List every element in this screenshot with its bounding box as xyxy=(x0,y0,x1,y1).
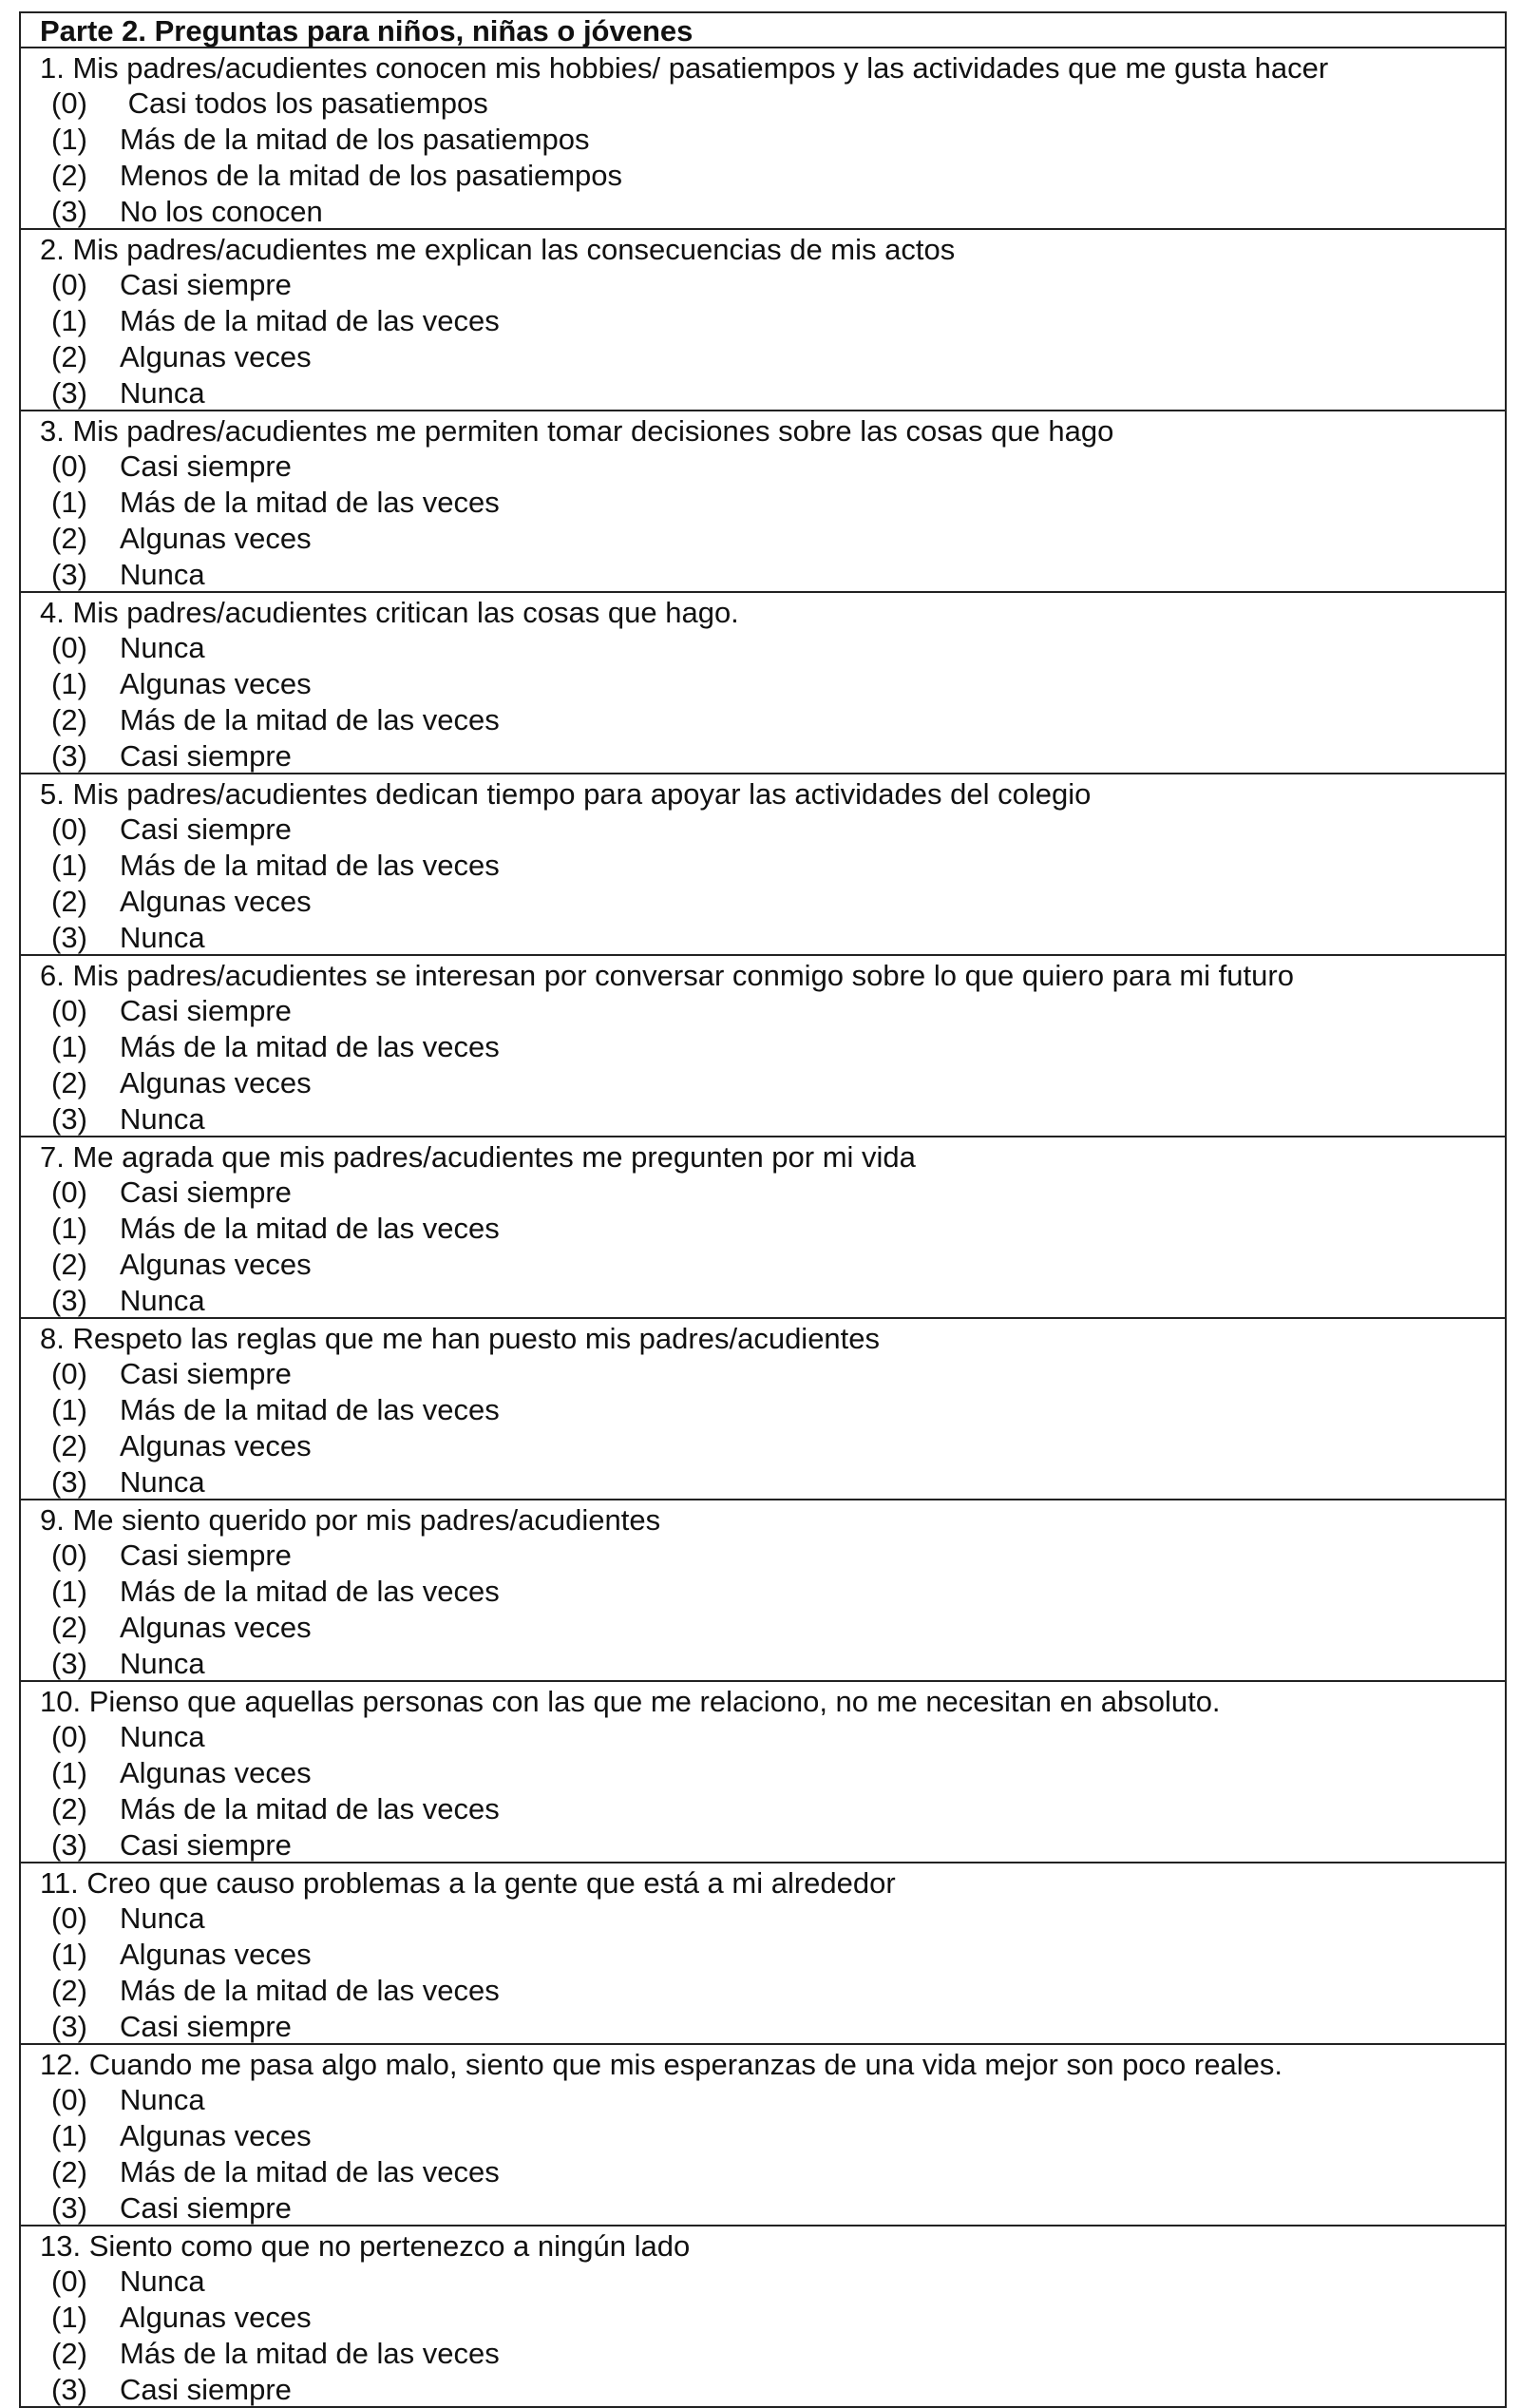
answer-option xyxy=(40,1719,1505,1755)
option-label: Algunas veces xyxy=(120,1066,312,1099)
option-code: (0) xyxy=(51,268,87,301)
option-label: Casi siempre xyxy=(120,268,292,301)
question-block xyxy=(21,2226,1505,2408)
option-code: (1) xyxy=(51,2301,87,2334)
question-text: 8. Respeto las reglas que me han puesto mis padres/acudientes xyxy=(40,1322,881,1355)
answer-option xyxy=(40,521,1505,557)
option-code: (0) xyxy=(51,994,87,1027)
answer-option xyxy=(40,1646,1505,1682)
option-code: (3) xyxy=(51,2373,87,2406)
option-code: (2) xyxy=(51,522,87,555)
option-label: Algunas veces xyxy=(120,340,312,373)
option-code: (3) xyxy=(51,2010,87,2043)
option-code: (2) xyxy=(51,1429,87,1462)
answer-option xyxy=(40,158,1505,194)
option-label: Algunas veces xyxy=(120,1429,312,1462)
option-label: Algunas veces xyxy=(120,1248,312,1281)
option-label: Casi siempre xyxy=(120,2373,292,2406)
question-block xyxy=(21,48,1505,230)
option-label: Algunas veces xyxy=(120,1938,312,1971)
option-code: (1) xyxy=(51,123,87,156)
answer-option xyxy=(40,557,1505,593)
option-code: (3) xyxy=(51,1465,87,1499)
answer-option xyxy=(40,86,1505,122)
option-code: (3) xyxy=(51,1828,87,1862)
question-block xyxy=(21,411,1505,593)
option-label: Algunas veces xyxy=(120,667,312,700)
option-label: No los conocen xyxy=(120,195,323,228)
option-code: (0) xyxy=(51,1357,87,1390)
option-label: Más de la mitad de las veces xyxy=(120,304,500,337)
answer-option xyxy=(40,920,1505,956)
answer-option xyxy=(40,267,1505,303)
option-code: (1) xyxy=(51,1938,87,1971)
option-code: (2) xyxy=(51,2337,87,2370)
option-label: Casi siempre xyxy=(120,2010,292,2043)
option-label: Algunas veces xyxy=(120,1611,312,1644)
option-code: (1) xyxy=(51,849,87,882)
option-code: (3) xyxy=(51,195,87,228)
answer-option xyxy=(40,2264,1505,2300)
answer-option xyxy=(40,1101,1505,1137)
answer-option xyxy=(40,1464,1505,1500)
answer-option xyxy=(40,1211,1505,1247)
option-code: (3) xyxy=(51,2191,87,2225)
option-code: (2) xyxy=(51,1792,87,1825)
question-text: 12. Cuando me pasa algo malo, siento que mis esperanzas de una vida mejor son poco reales. xyxy=(40,2048,1282,2081)
question-text: 7. Me agrada que mis padres/acudientes me pregunten por mi vida xyxy=(40,1140,916,1174)
answer-option xyxy=(40,884,1505,920)
option-code: (2) xyxy=(51,2155,87,2188)
answer-option xyxy=(40,993,1505,1029)
answer-option xyxy=(40,2336,1505,2372)
option-code: (2) xyxy=(51,1974,87,2007)
option-code: (3) xyxy=(51,1284,87,1317)
question-text: 3. Mis padres/acudientes me permiten tomar decisiones sobre las cosas que hago xyxy=(40,414,1114,448)
question-text: 4. Mis padres/acudientes critican las cosas que hago. xyxy=(40,596,739,629)
answer-option xyxy=(40,339,1505,375)
answer-option xyxy=(40,630,1505,666)
option-code: (1) xyxy=(51,1212,87,1245)
option-label: Más de la mitad de las veces xyxy=(120,2155,500,2188)
answer-option xyxy=(40,2154,1505,2190)
option-label: Más de la mitad de las veces xyxy=(120,1393,500,1426)
answer-option xyxy=(40,1755,1505,1791)
option-label: Casi siempre xyxy=(120,449,292,483)
option-code: (1) xyxy=(51,2119,87,2152)
answer-option xyxy=(40,1901,1505,1937)
option-code: (2) xyxy=(51,1066,87,1099)
option-code: (1) xyxy=(51,1756,87,1789)
question-text: 9. Me siento querido por mis padres/acudientes xyxy=(40,1503,661,1537)
question-text: 13. Siento como que no pertenezco a ningún lado xyxy=(40,2229,691,2263)
answer-option xyxy=(40,1538,1505,1574)
option-label: Más de la mitad de las veces xyxy=(120,703,500,736)
option-code: (0) xyxy=(51,1720,87,1753)
option-label: Nunca xyxy=(120,1647,205,1680)
option-label: Casi todos los pasatiempos xyxy=(120,86,488,120)
option-code: (0) xyxy=(51,1902,87,1935)
question-block xyxy=(21,956,1505,1137)
option-label: Nunca xyxy=(120,2083,205,2116)
questionnaire-table xyxy=(19,11,1507,2408)
answer-option xyxy=(40,194,1505,230)
question-block xyxy=(21,2045,1505,2226)
option-label: Nunca xyxy=(120,1720,205,1753)
question-block xyxy=(21,1137,1505,1319)
question-block xyxy=(21,1500,1505,1682)
question-text: 10. Pienso que aquellas personas con las que me relaciono, no me necesitan en absoluto. xyxy=(40,1685,1221,1718)
answer-option xyxy=(40,122,1505,158)
answer-option xyxy=(40,1175,1505,1211)
option-code: (0) xyxy=(51,812,87,846)
answer-option xyxy=(40,2372,1505,2408)
option-code: (1) xyxy=(51,1393,87,1426)
question-text: 2. Mis padres/acudientes me explican las consecuencias de mis actos xyxy=(40,233,956,266)
option-label: Nunca xyxy=(120,631,205,664)
answer-option xyxy=(40,2190,1505,2226)
option-code: (1) xyxy=(51,667,87,700)
answer-option xyxy=(40,485,1505,521)
option-label: Casi siempre xyxy=(120,1357,292,1390)
answer-option xyxy=(40,375,1505,411)
option-label: Nunca xyxy=(120,1284,205,1317)
option-label: Nunca xyxy=(120,1102,205,1136)
question-list xyxy=(21,48,1505,2408)
option-label: Casi siempre xyxy=(120,1828,292,1862)
option-label: Casi siempre xyxy=(120,1538,292,1572)
option-code: (2) xyxy=(51,159,87,192)
question-text: 11. Creo que causo problemas a la gente que está a mi alrededor xyxy=(40,1866,896,1900)
option-code: (2) xyxy=(51,703,87,736)
option-code: (0) xyxy=(51,2083,87,2116)
answer-option xyxy=(40,2300,1505,2336)
answer-option xyxy=(40,812,1505,848)
answer-option xyxy=(40,1392,1505,1428)
option-code: (0) xyxy=(51,1175,87,1209)
option-code: (1) xyxy=(51,486,87,519)
answer-option xyxy=(40,449,1505,485)
option-label: Más de la mitad de las veces xyxy=(120,1974,500,2007)
answer-option xyxy=(40,2082,1505,2118)
option-label: Más de la mitad de las veces xyxy=(120,1030,500,1063)
option-label: Más de la mitad de las veces xyxy=(120,1575,500,1608)
option-label: Algunas veces xyxy=(120,2301,312,2334)
question-block xyxy=(21,1682,1505,1863)
answer-option xyxy=(40,1791,1505,1827)
answer-option xyxy=(40,1827,1505,1863)
answer-option xyxy=(40,1574,1505,1610)
option-code: (0) xyxy=(51,2265,87,2298)
option-code: (1) xyxy=(51,304,87,337)
answer-option xyxy=(40,702,1505,738)
answer-option xyxy=(40,1029,1505,1065)
option-label: Casi siempre xyxy=(120,739,292,773)
answer-option xyxy=(40,2009,1505,2045)
option-code: (2) xyxy=(51,885,87,918)
option-code: (1) xyxy=(51,1030,87,1063)
question-text: 6. Mis padres/acudientes se interesan por conversar conmigo sobre lo que quiero para mi futuro xyxy=(40,959,1294,992)
answer-option xyxy=(40,1356,1505,1392)
option-label: Más de la mitad de las veces xyxy=(120,1792,500,1825)
option-code: (3) xyxy=(51,1647,87,1680)
option-label: Algunas veces xyxy=(120,522,312,555)
answer-option xyxy=(40,1973,1505,2009)
option-label: Algunas veces xyxy=(120,1756,312,1789)
question-text: 1. Mis padres/acudientes conocen mis hobbies/ pasatiempos y las actividades que me gusta hacer xyxy=(40,51,1329,85)
option-code: (2) xyxy=(51,340,87,373)
question-text: 5. Mis padres/acudientes dedican tiempo para apoyar las actividades del colegio xyxy=(40,777,1092,811)
answer-option xyxy=(40,303,1505,339)
question-block xyxy=(21,1863,1505,2045)
option-label: Menos de la mitad de los pasatiempos xyxy=(120,159,623,192)
question-block xyxy=(21,230,1505,411)
answer-option xyxy=(40,1065,1505,1101)
option-label: Nunca xyxy=(120,2265,205,2298)
option-label: Nunca xyxy=(120,921,205,954)
option-code: (3) xyxy=(51,921,87,954)
answer-option xyxy=(40,666,1505,702)
answer-option xyxy=(40,848,1505,884)
question-block xyxy=(21,593,1505,774)
option-code: (0) xyxy=(51,86,87,120)
option-code: (3) xyxy=(51,376,87,410)
option-label: Nunca xyxy=(120,376,205,410)
answer-option xyxy=(40,738,1505,774)
answer-option xyxy=(40,1428,1505,1464)
section-header: Parte 2. Preguntas para niños, niñas o jóvenes xyxy=(21,13,1505,48)
option-label: Nunca xyxy=(120,1902,205,1935)
option-code: (0) xyxy=(51,631,87,664)
option-label: Más de la mitad de las veces xyxy=(120,2337,500,2370)
option-label: Más de la mitad de las veces xyxy=(120,849,500,882)
option-code: (3) xyxy=(51,558,87,591)
answer-option xyxy=(40,2118,1505,2154)
option-code: (0) xyxy=(51,1538,87,1572)
option-label: Algunas veces xyxy=(120,2119,312,2152)
answer-option xyxy=(40,1247,1505,1283)
option-label: Casi siempre xyxy=(120,994,292,1027)
option-label: Nunca xyxy=(120,558,205,591)
option-code: (2) xyxy=(51,1611,87,1644)
answer-option xyxy=(40,1937,1505,1973)
option-label: Más de la mitad de las veces xyxy=(120,486,500,519)
option-code: (3) xyxy=(51,739,87,773)
option-label: Casi siempre xyxy=(120,812,292,846)
option-label: Algunas veces xyxy=(120,885,312,918)
answer-option xyxy=(40,1610,1505,1646)
option-code: (2) xyxy=(51,1248,87,1281)
option-code: (3) xyxy=(51,1102,87,1136)
option-label: Más de la mitad de las veces xyxy=(120,1212,500,1245)
question-block xyxy=(21,1319,1505,1500)
question-block xyxy=(21,774,1505,956)
answer-option xyxy=(40,1283,1505,1319)
option-label: Casi siempre xyxy=(120,2191,292,2225)
option-code: (1) xyxy=(51,1575,87,1608)
option-code: (0) xyxy=(51,449,87,483)
option-label: Casi siempre xyxy=(120,1175,292,1209)
option-label: Más de la mitad de los pasatiempos xyxy=(120,123,590,156)
option-label: Nunca xyxy=(120,1465,205,1499)
